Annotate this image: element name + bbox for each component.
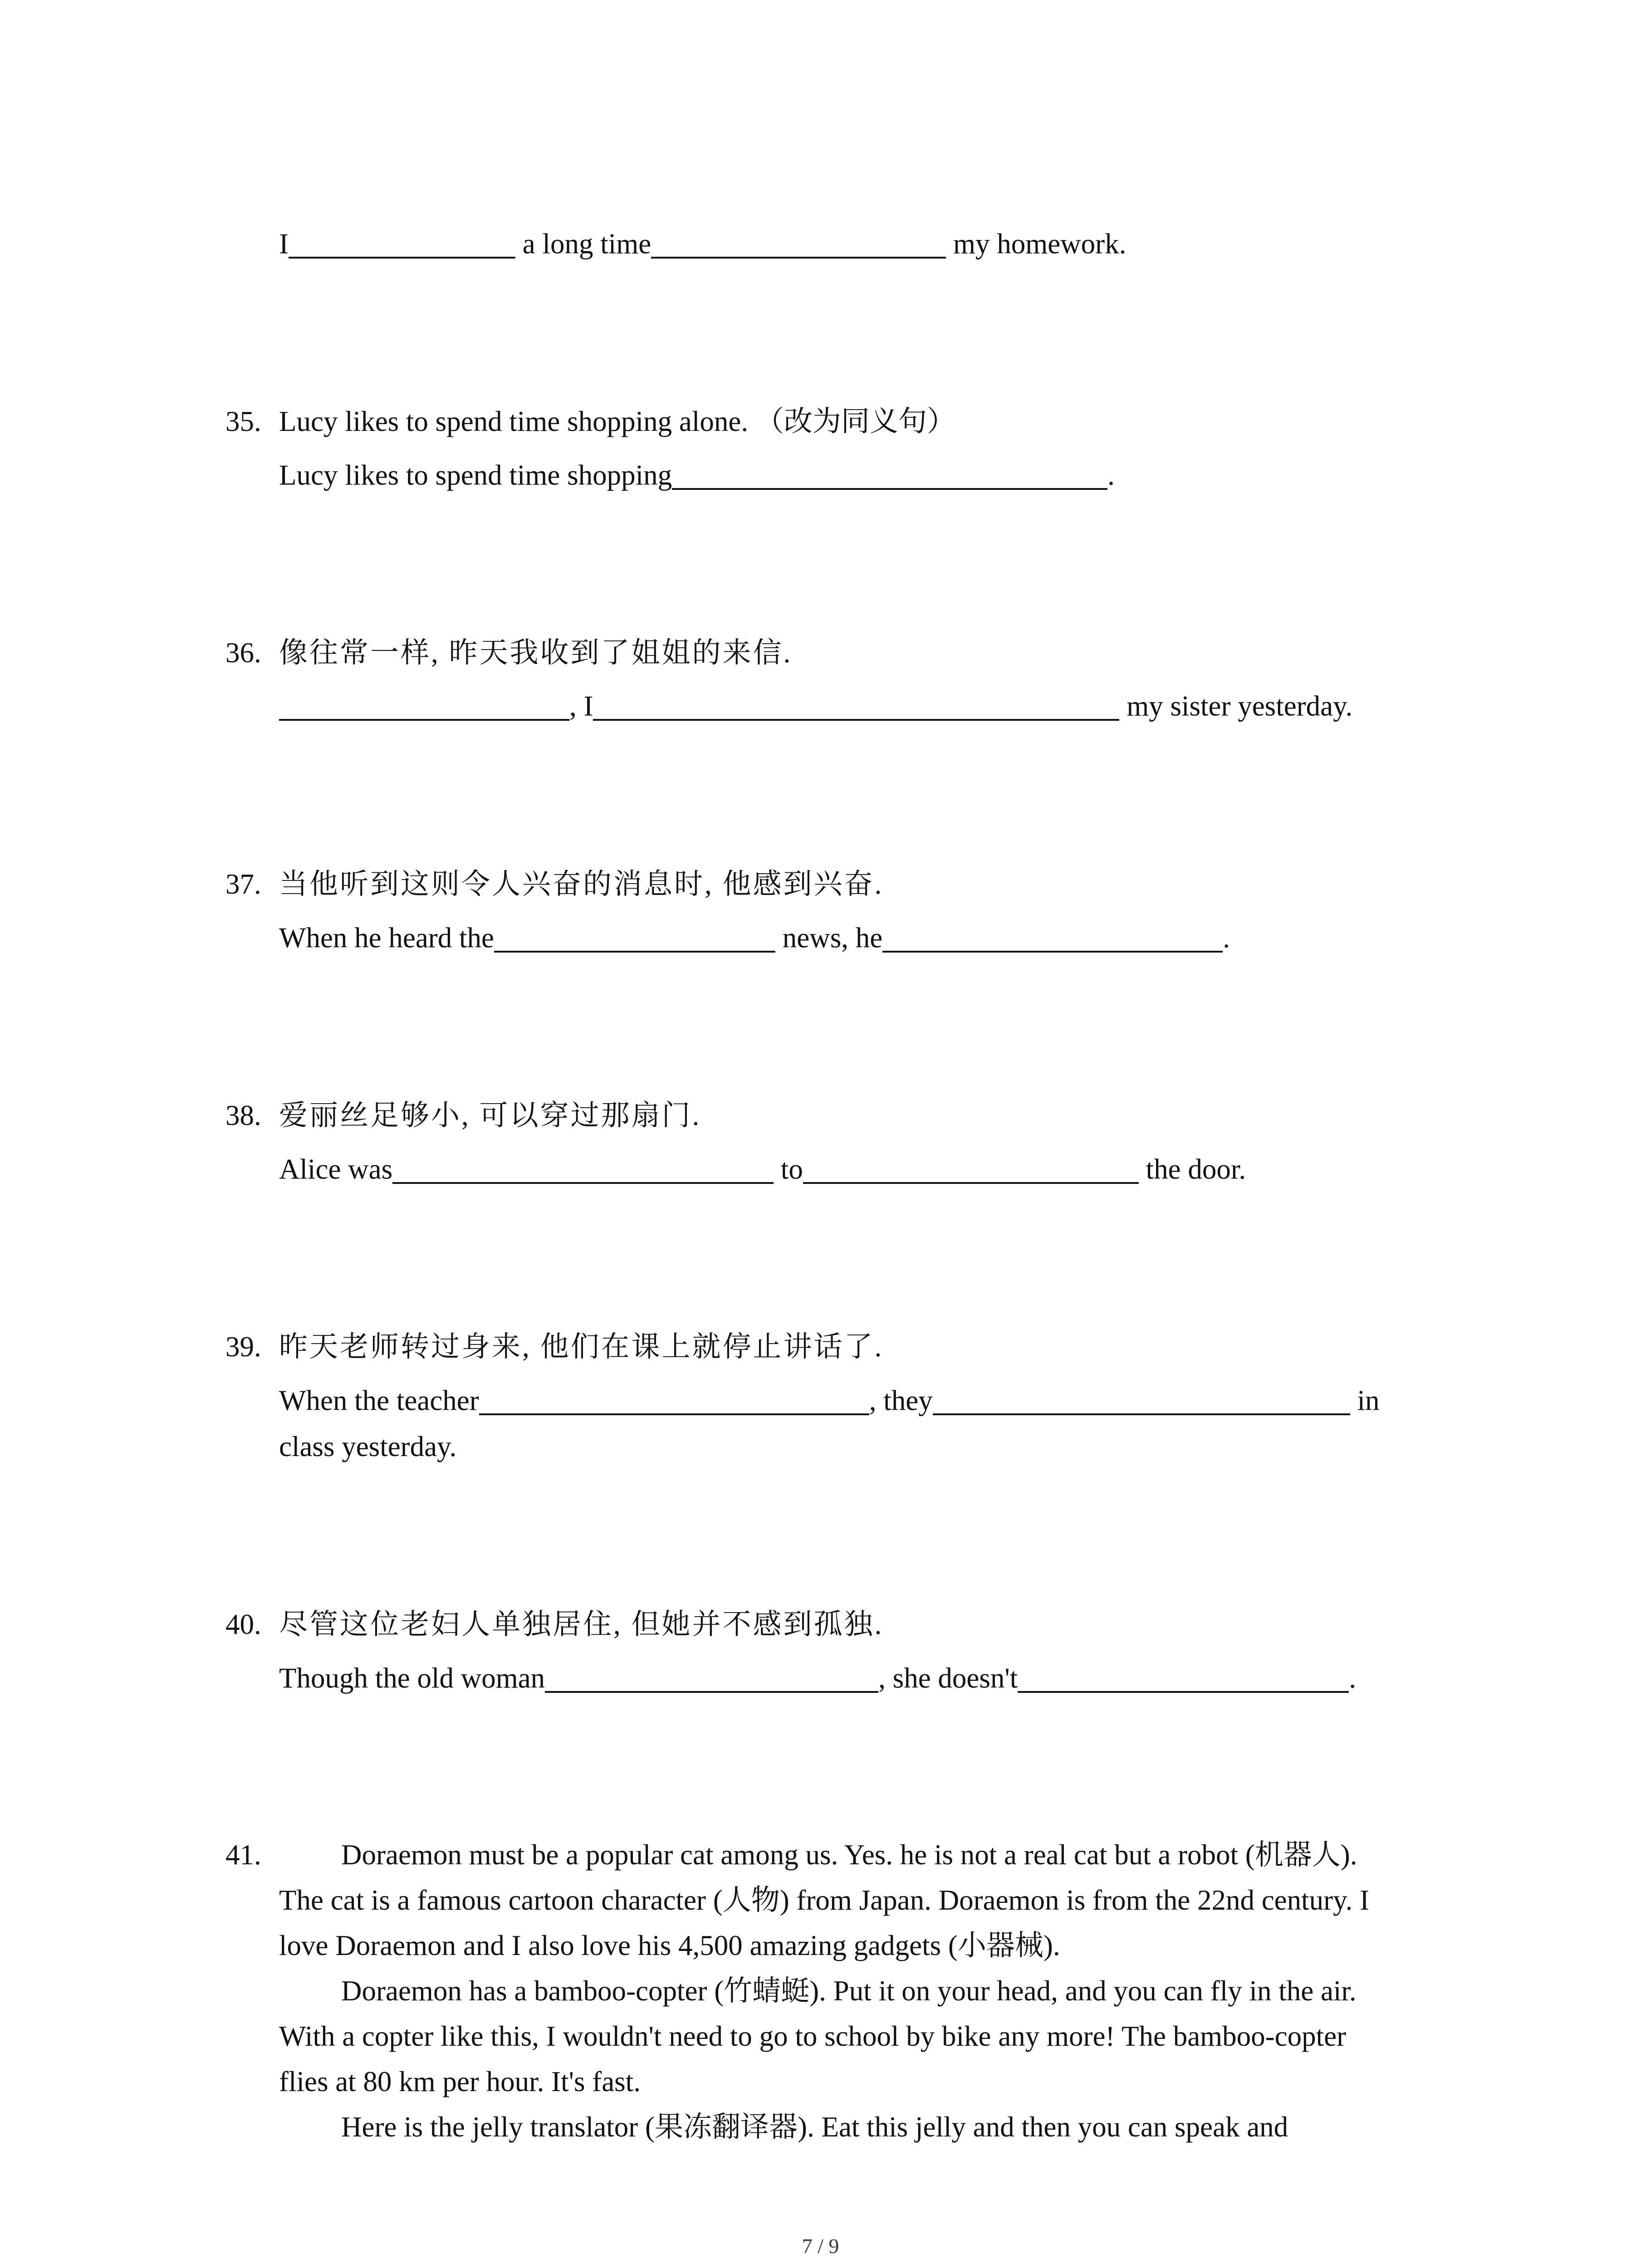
q34-answer-line: [279, 228, 1126, 259]
q35-answer-start: Lucy likes to spend time shopping: [279, 459, 672, 491]
q34-blank-1[interactable]: [289, 228, 515, 259]
q39-answer-line: [279, 1385, 1379, 1415]
q37-answer-line: [279, 922, 1230, 953]
q36-prompt: 像往常一样, 昨天我收到了姐姐的来信.: [279, 637, 793, 669]
q40-part-b: , she doesn't: [878, 1662, 1018, 1694]
q38-number: 38.: [225, 1100, 261, 1131]
q34-word-3: my homework.: [953, 228, 1127, 260]
q37-blank-1[interactable]: [494, 922, 775, 953]
q36-blank-2[interactable]: [593, 690, 1119, 721]
q38-part-b: to: [780, 1153, 803, 1185]
passage-line: With a copter like this, I wouldn't need to go to school by bike any more! The bamboo-copter: [279, 2020, 1347, 2052]
q40-answer-line: [279, 1662, 1356, 1693]
q34-word-1: I: [279, 228, 289, 260]
q39-blank-2[interactable]: [933, 1385, 1350, 1415]
q40-number: 40.: [225, 1608, 261, 1640]
q37-part-b: news, he: [782, 922, 883, 954]
passage-line: love Doraemon and I also love his 4,500 amazing gadgets (小器械).: [279, 1930, 1060, 1961]
q36-number: 36.: [225, 637, 261, 669]
q39-answer-line-2: class yesterday.: [279, 1431, 457, 1462]
q39-number: 39.: [225, 1331, 261, 1363]
q37-part-a: When he heard the: [279, 922, 495, 954]
q36-end: my sister yesterday.: [1127, 690, 1353, 722]
q37-number: 37.: [225, 868, 261, 900]
q35-blank[interactable]: [672, 459, 1107, 490]
q38-blank-2[interactable]: [803, 1154, 1139, 1184]
q39-part-b: , they: [869, 1384, 933, 1417]
q35-number: 35.: [225, 406, 261, 437]
passage-line: Here is the jelly translator (果冻翻译器). Eat this jelly and then you can speak and: [341, 2111, 1288, 2143]
q38-blank-1[interactable]: [392, 1154, 774, 1184]
q38-part-a: Alice was: [279, 1153, 393, 1185]
q35-answer-line: [279, 459, 1115, 490]
q40-blank-2[interactable]: [1018, 1662, 1349, 1693]
q39-part-c: in: [1357, 1384, 1380, 1417]
q41-number: 41.: [225, 1839, 261, 1871]
q34-blank-2[interactable]: [651, 228, 946, 259]
q38-prompt: 爱丽丝足够小, 可以穿过那扇门.: [279, 1100, 701, 1131]
q36-blank-1[interactable]: [279, 690, 569, 721]
page-number: 7 / 9: [802, 2234, 839, 2258]
q37-prompt: 当他听到这则令人兴奋的消息时, 他感到兴奋.: [279, 868, 884, 900]
q39-blank-1[interactable]: [479, 1385, 869, 1415]
q40-blank-1[interactable]: [545, 1662, 878, 1693]
passage-line: flies at 80 km per hour. It's fast.: [279, 2066, 641, 2097]
q40-prompt: 尽管这位老妇人单独居住, 但她并不感到孤独.: [279, 1608, 884, 1640]
q37-blank-2[interactable]: [882, 922, 1223, 953]
q39-prompt: 昨天老师转过身来, 他们在课上就停止讲话了.: [279, 1331, 884, 1363]
passage-line: Doraemon has a bamboo-copter (竹蜻蜓). Put it on your head, and you can fly in the air.: [341, 1975, 1357, 2007]
q37-part-c: .: [1223, 922, 1230, 954]
q36-answer-line: [279, 690, 1352, 721]
q36-mid: , I: [569, 690, 593, 722]
passage-line: Doraemon must be a popular cat among us. Yes. he is not a real cat but a robot (机器人).: [341, 1839, 1357, 1871]
passage-line: The cat is a famous cartoon character (人物) from Japan. Doraemon is from the 22nd century. I: [279, 1884, 1370, 1916]
q40-part-c: .: [1349, 1662, 1356, 1694]
q39-part-a: When the teacher: [279, 1384, 479, 1417]
q35-prompt: Lucy likes to spend time shopping alone. （改为同义句）: [279, 406, 955, 437]
q38-answer-line: [279, 1154, 1246, 1184]
q35-answer-end: .: [1107, 459, 1115, 491]
q34-word-2: a long time: [522, 228, 652, 260]
q40-part-a: Though the old woman: [279, 1662, 545, 1694]
q38-part-c: the door.: [1146, 1153, 1246, 1185]
